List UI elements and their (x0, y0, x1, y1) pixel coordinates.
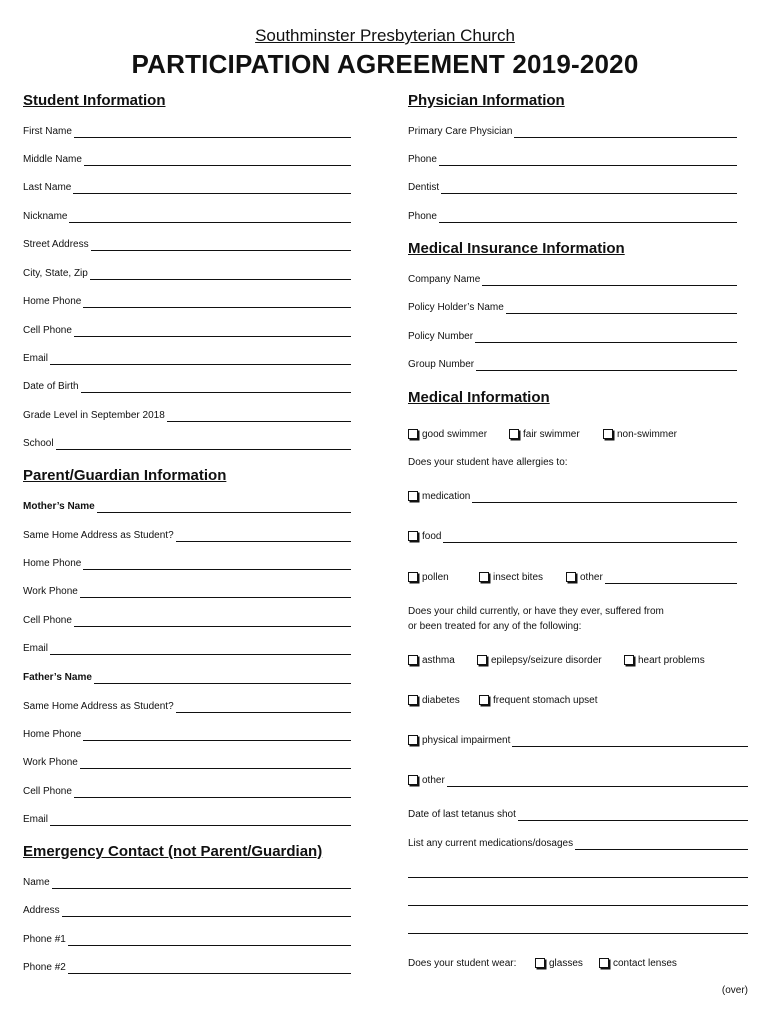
father-work-phone-label: Work Phone (23, 757, 78, 768)
physician-info-heading: Physician Information (408, 92, 565, 109)
church-name: Southminster Presbyterian Church (255, 26, 515, 45)
primary-physician-line[interactable] (514, 126, 737, 138)
physical-impairment-row[interactable] (408, 731, 748, 747)
physician-phone-line[interactable] (439, 154, 737, 166)
city-state-zip-label: City, State, Zip (23, 268, 88, 279)
mother-same-address-label: Same Home Address as Student? (23, 530, 174, 541)
good-swimmer-option[interactable] (408, 429, 509, 441)
conditions-question-line1: Does your child currently, or have they ever, suffered from (408, 606, 664, 617)
middle-name-line[interactable] (84, 154, 351, 166)
medications-blank-line-2[interactable] (408, 905, 748, 906)
insurance-info-heading: Medical Insurance Information (408, 240, 625, 257)
allergy-medication-checkbox[interactable] (408, 491, 418, 501)
medical-info-heading: Medical Information (408, 389, 550, 406)
father-same-address-line[interactable] (176, 701, 351, 713)
student-home-phone-label: Home Phone (23, 296, 82, 307)
primary-physician-label: Primary Care Physician (408, 126, 513, 137)
fair-swimmer-label: fair swimmer (523, 429, 580, 440)
epilepsy-checkbox[interactable] (477, 655, 487, 665)
mother-email-label: Email (23, 643, 49, 654)
grade-label: Grade Level in September 2018 (23, 410, 165, 421)
dentist-phone-line[interactable] (439, 211, 737, 223)
father-name-label: Father’s Name (23, 672, 92, 683)
mother-home-phone-field[interactable] (23, 556, 351, 570)
student-email-line[interactable] (50, 353, 351, 365)
policy-holder-line[interactable] (506, 302, 737, 314)
physical-impairment-option[interactable] (408, 735, 748, 747)
good-swimmer-checkbox[interactable] (408, 429, 418, 439)
heart-problems-option[interactable] (624, 655, 705, 667)
last-name-label: Last Name (23, 182, 72, 193)
glasses-label: glasses (549, 958, 583, 969)
mother-cell-phone-line[interactable] (74, 615, 351, 627)
allergy-other-line[interactable] (605, 572, 737, 584)
medications-blank-line-1[interactable] (408, 877, 748, 878)
allergies-question: Does your student have allergies to: (408, 457, 568, 468)
medications-line[interactable] (575, 838, 748, 850)
epilepsy-option[interactable] (477, 655, 624, 667)
emergency-phone1-line[interactable] (68, 934, 351, 946)
mother-email-line[interactable] (50, 643, 351, 655)
diabetes-label: diabetes (422, 695, 460, 706)
street-address-line[interactable] (91, 239, 351, 251)
dob-label: Date of Birth (23, 381, 79, 392)
contacts-option[interactable] (599, 958, 677, 970)
medications-field[interactable] (408, 836, 748, 850)
diabetes-option[interactable] (408, 695, 479, 707)
allergy-pollen-option[interactable] (408, 572, 479, 584)
asthma-checkbox[interactable] (408, 655, 418, 665)
dentist-label: Dentist (408, 182, 440, 193)
student-cell-phone-line[interactable] (74, 325, 351, 337)
emergency-phone2-field[interactable] (23, 960, 351, 974)
asthma-label: asthma (422, 655, 455, 666)
emergency-contact-heading: Emergency Contact (not Parent/Guardian) (23, 843, 323, 860)
fair-swimmer-checkbox[interactable] (509, 429, 519, 439)
policy-number-field[interactable] (408, 329, 737, 343)
contacts-checkbox[interactable] (599, 958, 609, 968)
glasses-option[interactable] (535, 958, 599, 970)
school-line[interactable] (56, 438, 351, 450)
physical-impairment-line[interactable] (512, 735, 748, 747)
student-home-phone-line[interactable] (83, 296, 351, 308)
mother-name-field[interactable] (23, 499, 351, 513)
emergency-phone2-label: Phone #2 (23, 962, 66, 973)
student-home-phone-field[interactable] (23, 294, 351, 308)
father-cell-phone-line[interactable] (74, 786, 351, 798)
tetanus-line[interactable] (518, 809, 748, 821)
father-home-phone-field[interactable] (23, 727, 351, 741)
allergy-insect-option[interactable] (479, 572, 566, 584)
physical-impairment-label: physical impairment (422, 735, 511, 746)
condition-other-checkbox[interactable] (408, 775, 418, 785)
father-work-phone-line[interactable] (80, 757, 351, 769)
allergy-other-option[interactable] (566, 572, 737, 584)
emergency-address-field[interactable] (23, 903, 351, 917)
first-name-label: First Name (23, 126, 72, 137)
father-same-address-field[interactable] (23, 699, 351, 713)
policy-number-line[interactable] (475, 331, 737, 343)
allergy-pollen-label: pollen (422, 572, 449, 583)
father-home-phone-label: Home Phone (23, 729, 82, 740)
non-swimmer-option[interactable] (603, 429, 677, 441)
mother-work-phone-label: Work Phone (23, 586, 78, 597)
allergy-insect-checkbox[interactable] (479, 572, 489, 582)
tetanus-field[interactable] (408, 807, 748, 821)
condition-other-line[interactable] (447, 775, 748, 787)
nickname-label: Nickname (23, 211, 68, 222)
emergency-name-field[interactable] (23, 875, 351, 889)
heart-problems-label: heart problems (638, 655, 705, 666)
last-name-field[interactable] (23, 180, 351, 194)
mother-cell-phone-label: Cell Phone (23, 615, 72, 626)
emergency-address-line[interactable] (62, 905, 351, 917)
nickname-field[interactable] (23, 209, 351, 223)
allergy-food-row[interactable] (408, 527, 737, 543)
condition-other-label: other (422, 775, 445, 786)
allergy-food-checkbox[interactable] (408, 531, 418, 541)
dob-field[interactable] (23, 379, 351, 393)
emergency-phone2-line[interactable] (68, 962, 351, 974)
policy-holder-field[interactable] (408, 300, 737, 314)
mother-same-address-field[interactable] (23, 528, 351, 542)
insurance-company-line[interactable] (482, 274, 737, 286)
emergency-phone1-field[interactable] (23, 932, 351, 946)
dentist-line[interactable] (441, 182, 737, 194)
first-name-field[interactable] (23, 124, 351, 138)
father-cell-phone-label: Cell Phone (23, 786, 72, 797)
insurance-company-field[interactable] (408, 272, 737, 286)
eyewear-question-label: Does your student wear: (408, 958, 517, 969)
dob-line[interactable] (81, 381, 351, 393)
father-email-line[interactable] (50, 814, 351, 826)
father-work-phone-field[interactable] (23, 755, 351, 769)
allergy-row-3 (408, 568, 737, 584)
student-cell-phone-label: Cell Phone (23, 325, 72, 336)
father-name-field[interactable] (23, 670, 351, 684)
group-number-label: Group Number (408, 359, 475, 370)
dentist-phone-label: Phone (408, 211, 437, 222)
non-swimmer-checkbox[interactable] (603, 429, 613, 439)
street-address-label: Street Address (23, 239, 89, 250)
primary-physician-field[interactable] (408, 124, 737, 138)
diabetes-checkbox[interactable] (408, 695, 418, 705)
student-email-label: Email (23, 353, 49, 364)
allergy-insect-label: insect bites (493, 572, 544, 583)
middle-name-label: Middle Name (23, 154, 82, 165)
allergy-medication-label: medication (422, 491, 471, 502)
father-email-field[interactable] (23, 812, 351, 826)
page-title: PARTICIPATION AGREEMENT 2019-2020 (131, 49, 639, 79)
physical-impairment-checkbox[interactable] (408, 735, 418, 745)
condition-other-option[interactable] (408, 775, 748, 787)
heart-problems-checkbox[interactable] (624, 655, 634, 665)
allergy-other-checkbox[interactable] (566, 572, 576, 582)
stomach-upset-checkbox[interactable] (479, 695, 489, 705)
mother-cell-phone-field[interactable] (23, 613, 351, 627)
insurance-company-label: Company Name (408, 274, 481, 285)
stomach-upset-option[interactable] (479, 695, 598, 707)
father-cell-phone-field[interactable] (23, 784, 351, 798)
school-label: School (23, 438, 54, 449)
emergency-phone1-label: Phone #1 (23, 934, 66, 945)
school-field[interactable] (23, 436, 351, 450)
swimming-ability-row (408, 425, 677, 441)
mother-name-line[interactable] (97, 501, 351, 513)
group-number-field[interactable] (408, 357, 737, 371)
physician-phone-label: Phone (408, 154, 437, 165)
conditions-row-2 (408, 691, 598, 707)
city-state-zip-field[interactable] (23, 266, 351, 280)
student-cell-phone-field[interactable] (23, 323, 351, 337)
non-swimmer-label: non-swimmer (617, 429, 678, 440)
epilepsy-label: epilepsy/seizure disorder (491, 655, 602, 666)
dentist-field[interactable] (408, 180, 737, 194)
conditions-question-line2: or been treated for any of the following: (408, 621, 582, 632)
mother-work-phone-line[interactable] (80, 586, 351, 598)
glasses-checkbox[interactable] (535, 958, 545, 968)
eyewear-row (408, 954, 677, 970)
emergency-name-line[interactable] (52, 877, 351, 889)
good-swimmer-label: good swimmer (422, 429, 488, 440)
mother-work-phone-field[interactable] (23, 584, 351, 598)
fair-swimmer-option[interactable] (509, 429, 603, 441)
allergy-medication-row[interactable] (408, 487, 737, 503)
medications-label: List any current medications/dosages (408, 838, 574, 849)
last-name-line[interactable] (73, 182, 351, 194)
stomach-upset-label: frequent stomach upset (493, 695, 598, 706)
emergency-address-label: Address (23, 905, 60, 916)
parent-info-heading: Parent/Guardian Information (23, 467, 227, 484)
middle-name-field[interactable] (23, 152, 351, 166)
eyewear-question (408, 958, 535, 970)
mother-home-phone-line[interactable] (83, 558, 351, 570)
allergy-food-label: food (422, 531, 442, 542)
policy-number-label: Policy Number (408, 331, 474, 342)
father-home-phone-line[interactable] (83, 729, 351, 741)
policy-holder-label: Policy Holder’s Name (408, 302, 504, 313)
city-state-zip-line[interactable] (90, 268, 351, 280)
allergy-medication-option[interactable] (408, 491, 737, 503)
medications-blank-line-3[interactable] (408, 933, 748, 934)
mother-home-phone-label: Home Phone (23, 558, 82, 569)
street-address-field[interactable] (23, 237, 351, 251)
student-info-heading: Student Information (23, 92, 166, 109)
asthma-option[interactable] (408, 655, 477, 667)
physician-phone-field[interactable] (408, 152, 737, 166)
grade-line[interactable] (167, 410, 351, 422)
allergy-medication-line[interactable] (472, 491, 737, 503)
dentist-phone-field[interactable] (408, 209, 737, 223)
emergency-name-label: Name (23, 877, 50, 888)
conditions-row-1 (408, 651, 705, 667)
allergy-food-option[interactable] (408, 531, 737, 543)
allergy-other-label: other (580, 572, 603, 583)
over-note: (over) (721, 985, 748, 996)
mother-same-address-line[interactable] (176, 530, 351, 542)
father-same-address-label: Same Home Address as Student? (23, 701, 174, 712)
allergy-food-line[interactable] (443, 531, 737, 543)
condition-other-row[interactable] (408, 771, 748, 787)
father-name-line[interactable] (94, 672, 351, 684)
nickname-line[interactable] (69, 211, 351, 223)
grade-field[interactable] (23, 408, 351, 422)
mother-email-field[interactable] (23, 641, 351, 655)
mother-name-label: Mother’s Name (23, 501, 95, 512)
allergy-pollen-checkbox[interactable] (408, 572, 418, 582)
tetanus-label: Date of last tetanus shot (408, 809, 516, 820)
student-email-field[interactable] (23, 351, 351, 365)
father-email-label: Email (23, 814, 49, 825)
contacts-label: contact lenses (613, 958, 677, 969)
first-name-line[interactable] (74, 126, 351, 138)
group-number-line[interactable] (476, 359, 737, 371)
